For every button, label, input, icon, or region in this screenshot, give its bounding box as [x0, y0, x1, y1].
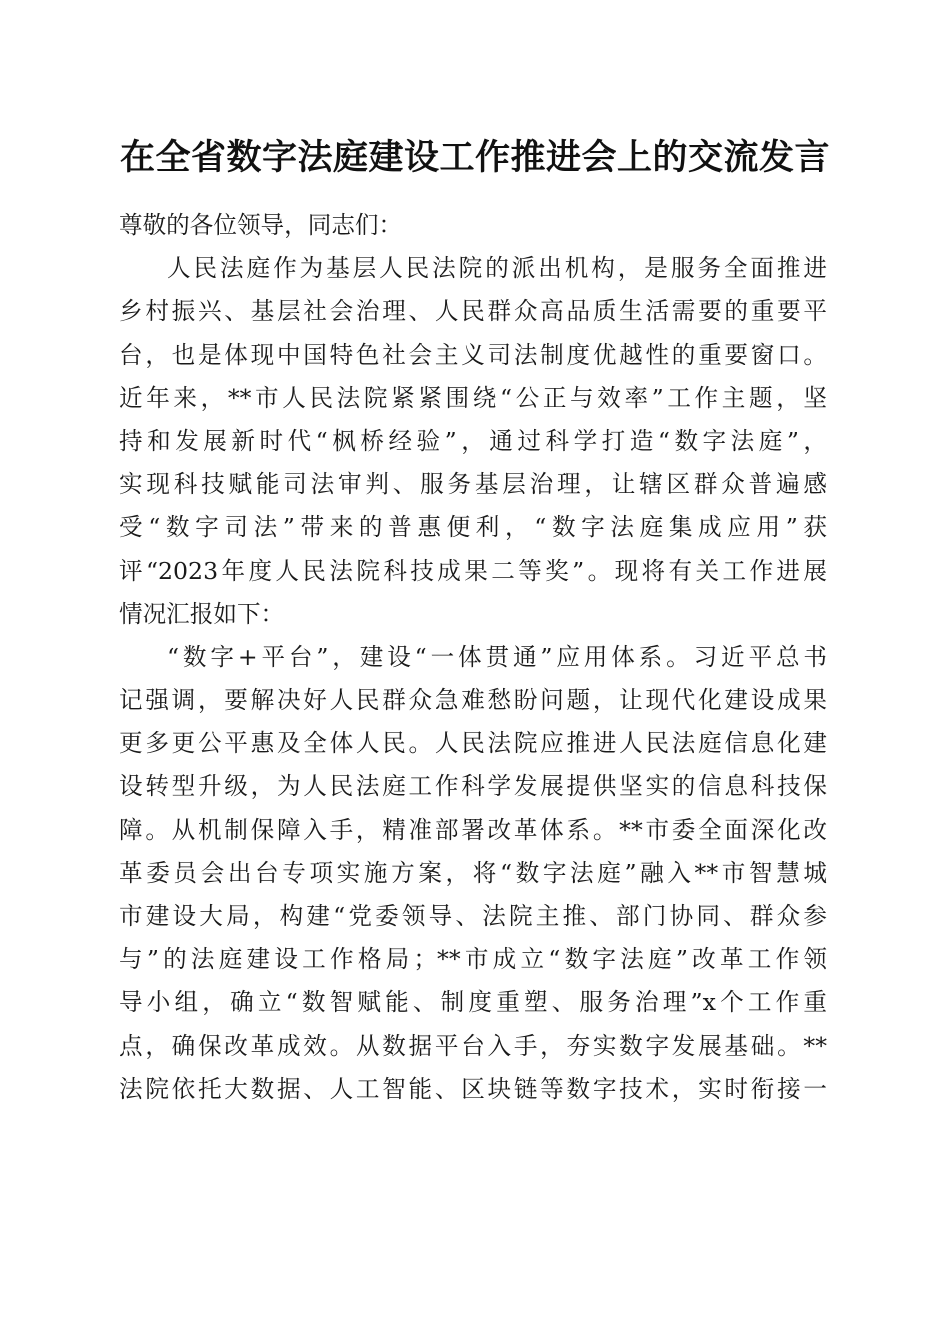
paragraph-line: 更多更公平惠及全体人民。人民法院应推进人民法庭信息化建	[119, 729, 827, 758]
document-title: 在全省数字法庭建设工作推进会上的交流发言	[119, 137, 830, 178]
paragraph-line: 记强调，要解决好人民群众急难愁盼问题，让现代化建设成果	[119, 686, 827, 715]
paragraph-line: 情况汇报如下：	[119, 599, 285, 628]
paragraph-line: 点，确保改革成效。从数据平台入手，夯实数字发展基础。**	[119, 1031, 827, 1060]
paragraph-line: 乡村振兴、基层社会治理、人民群众高品质生活需要的重要平	[119, 297, 827, 326]
paragraph-line: 导小组，确立“数智赋能、制度重塑、服务治理”x个工作重	[119, 988, 827, 1017]
paragraph-line: 市建设大局，构建“党委领导、法院主推、部门协同、群众参	[119, 902, 827, 930]
paragraph-line: 设转型升级，为人民法庭工作科学发展提供坚实的信息科技保	[119, 772, 827, 801]
paragraph-line: 与”的法庭建设工作格局；**市成立“数字法庭”改革工作领	[119, 945, 827, 974]
paragraph-line: 近年来，**市人民法院紧紧围绕“公正与效率”工作主题，坚	[119, 383, 827, 412]
paragraph-digital-platform	[119, 636, 827, 1111]
paragraph-line: “数字+平台”，建设“一体贯通”应用体系。习近平总书	[167, 642, 827, 671]
paragraph-line: 台，也是体现中国特色社会主义司法制度优越性的重要窗口。	[119, 340, 827, 369]
paragraph-line: 法院依托大数据、人工智能、区块链等数字技术，实时衔接一	[119, 1074, 827, 1103]
paragraph-line: 评“2023年度人民法院科技成果二等奖”。现将有关工作进展	[119, 556, 827, 585]
paragraph-line: 持和发展新时代“枫桥经验”，通过科学打造“数字法庭”，	[119, 426, 827, 455]
paragraph-line: 障。从机制保障入手，精准部署改革体系。**市委全面深化改	[119, 815, 827, 844]
document-body	[119, 204, 827, 1111]
salutation: 尊敬的各位领导，同志们：	[119, 211, 403, 239]
paragraph-line: 受“数字司法”带来的普惠便利，“数字法庭集成应用”获	[119, 513, 827, 542]
paragraph-line: 人民法庭作为基层人民法院的派出机构，是服务全面推进	[167, 254, 827, 283]
paragraph-line: 实现科技赋能司法审判、服务基层治理，让辖区群众普遍感	[119, 470, 827, 499]
paragraph-intro	[119, 247, 827, 636]
paragraph-line: 革委员会出台专项实施方案，将“数字法庭”融入**市智慧城	[119, 858, 827, 887]
